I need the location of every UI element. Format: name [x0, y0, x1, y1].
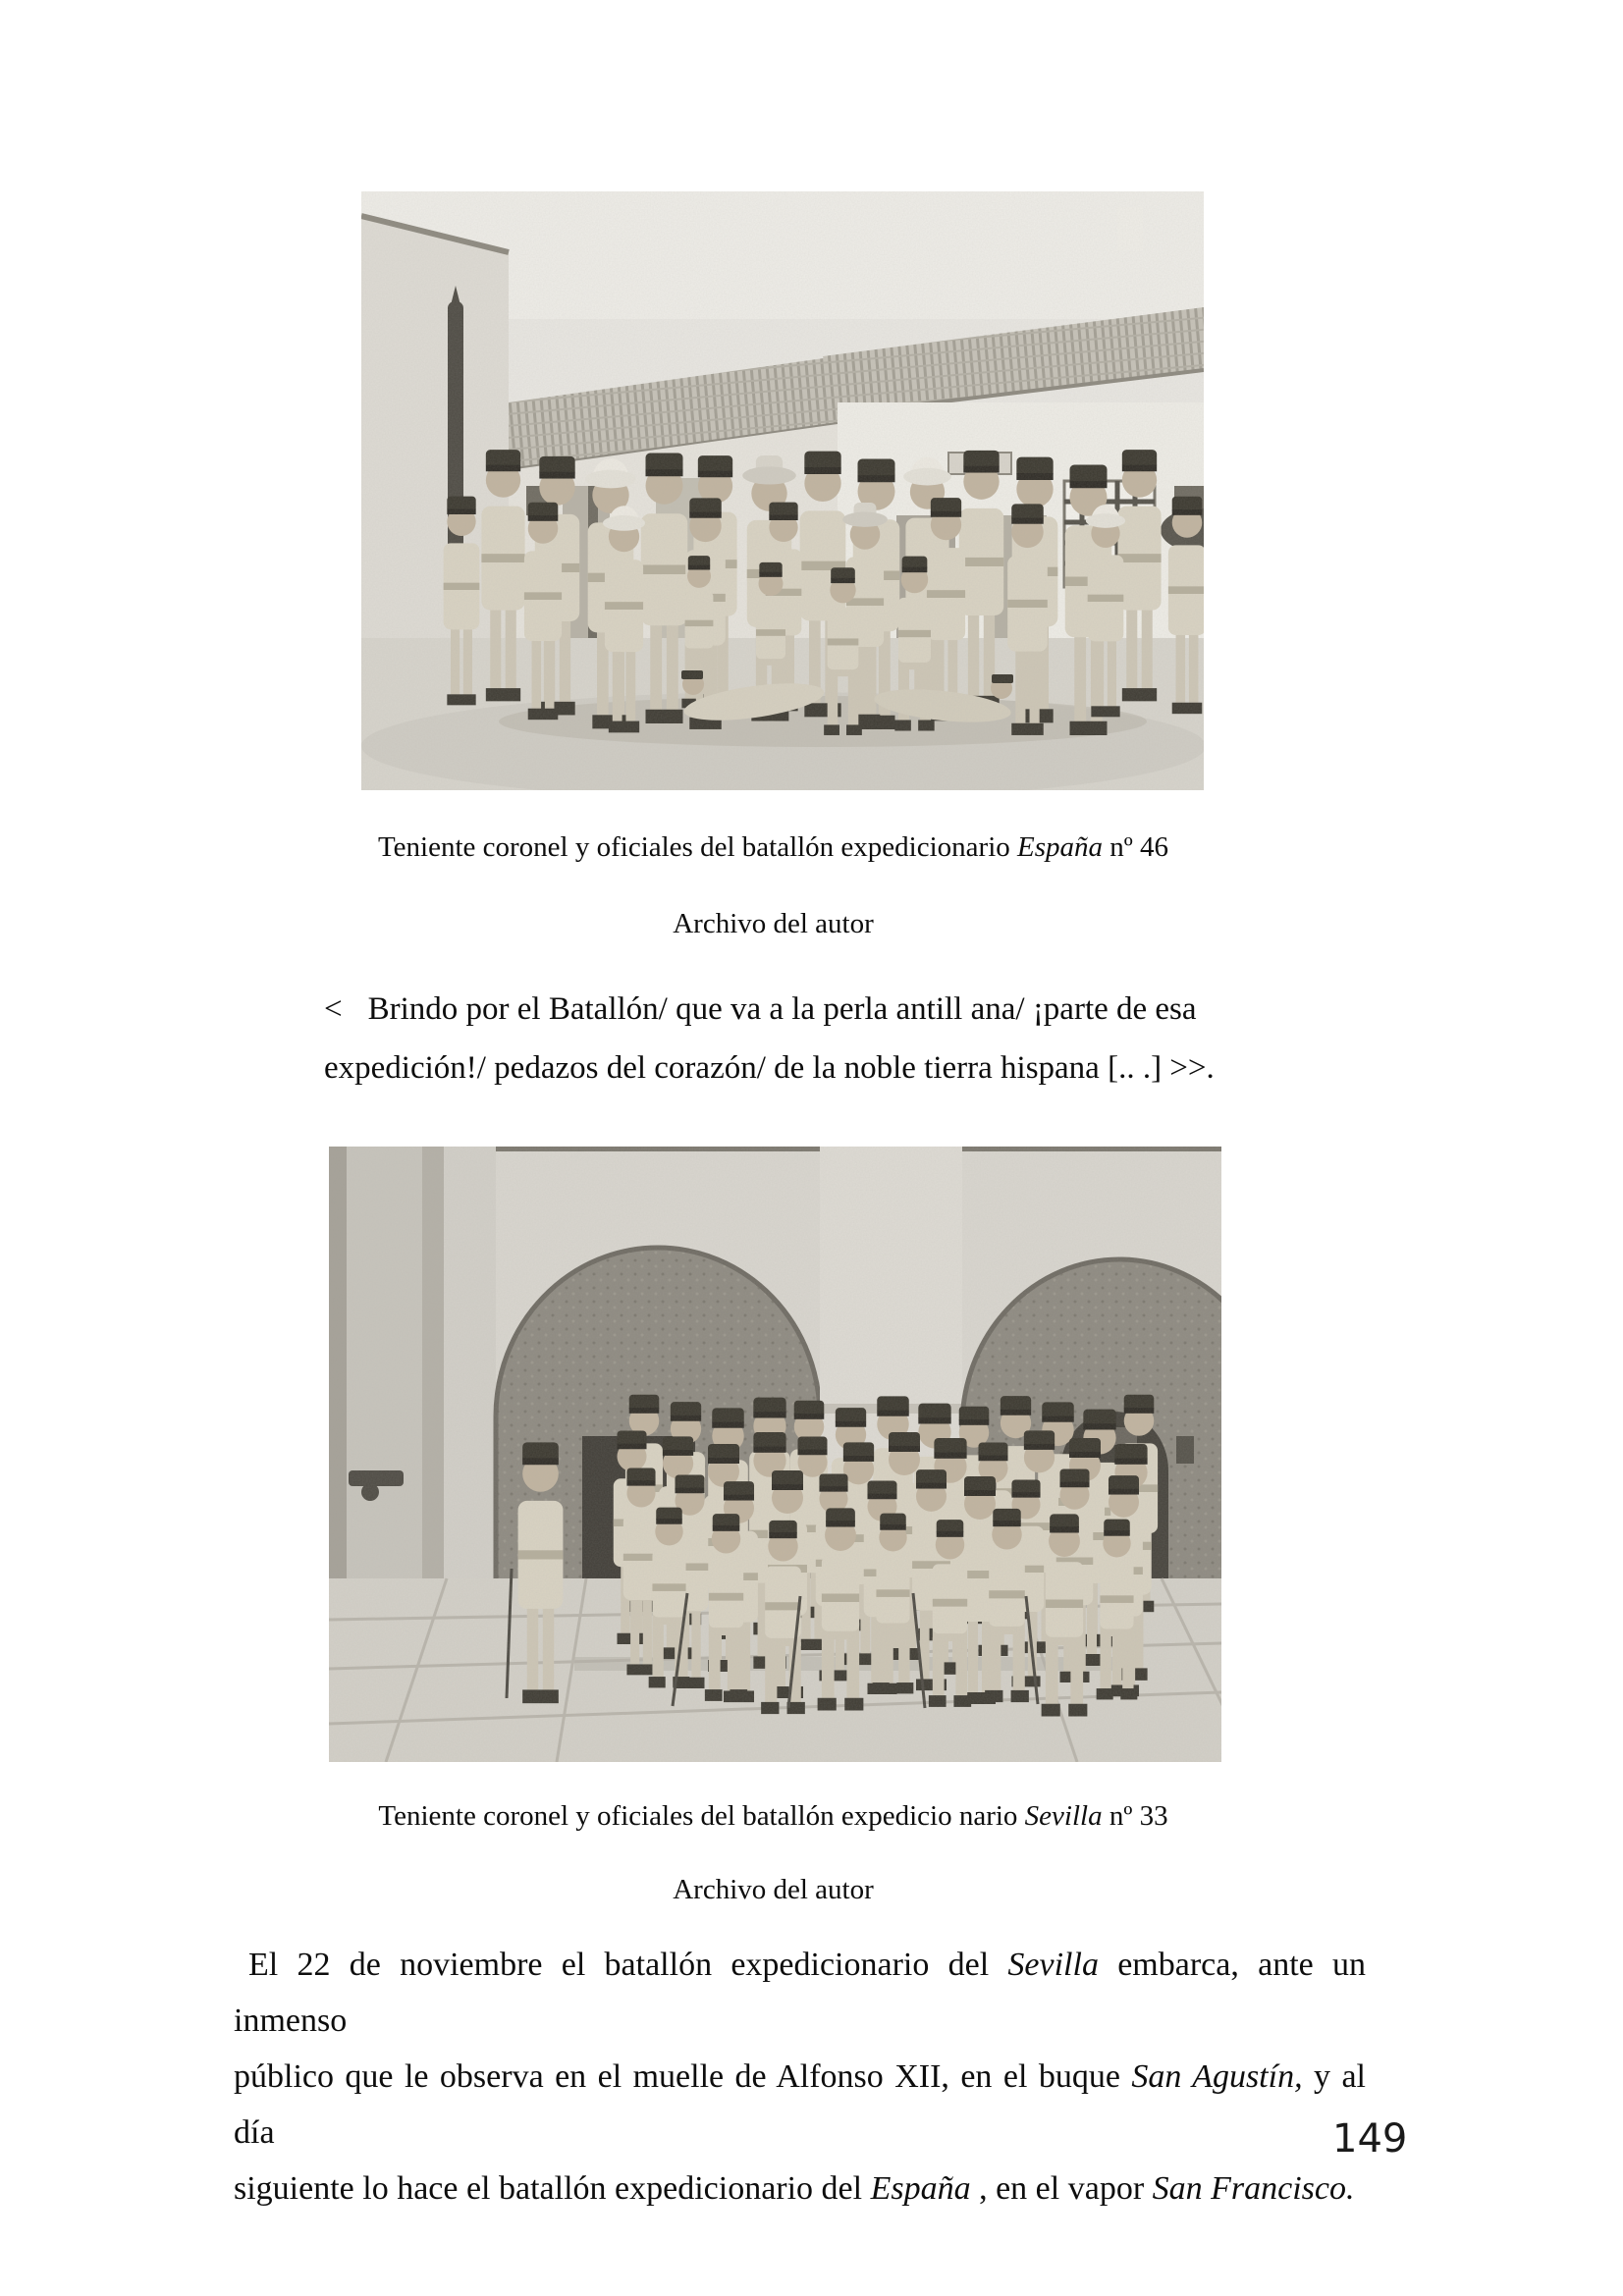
figure2-caption-italic: Sevilla — [1024, 1800, 1103, 1832]
figure2-caption-text: Teniente coronel y oficiales del batallón expedicio nario — [378, 1800, 1025, 1832]
figure1-caption-number: nº 46 — [1103, 831, 1168, 863]
paragraph-line-2 — [234, 2049, 1366, 2161]
figure1-caption-text: Teniente coronel y oficiales del batallón expedicionario — [377, 831, 1017, 863]
figure1-credit: Archivo del autor — [673, 908, 874, 939]
paragraph-text: público que le observa en el muelle de Alfonso XII, en el buque — [234, 2058, 1132, 2095]
page-number: 149 — [1332, 2116, 1408, 2162]
quote-line1-text: Brindo por el Batallón/ que va a la perla antill ana/ ¡parte de esa — [367, 991, 1197, 1027]
photo1-grain-overlay — [361, 191, 1204, 790]
figure2-credit: Archivo del autor — [673, 1874, 874, 1905]
paragraph-line-1 — [234, 1937, 1366, 2049]
paragraph-text: , en el vapor — [970, 2170, 1153, 2207]
figure2-caption-number: nº 33 — [1102, 1800, 1168, 1832]
figure1-caption-italic: España — [1017, 831, 1103, 863]
quote-open-mark: < — [324, 991, 343, 1027]
photo2-grain-overlay — [329, 1147, 1221, 1762]
photo-sevilla-33 — [329, 1147, 1221, 1762]
photo-espana-46 — [361, 191, 1204, 790]
figure-sevilla-33 — [329, 1147, 1221, 1762]
figure1-caption — [324, 830, 1222, 864]
quote-line2-text: expedición!/ pedazos del corazón/ de la noble tierra hispana [.. .] >>. — [324, 1050, 1215, 1086]
paragraph-text: El 22 de noviembre el batallón expedicionario del — [248, 1947, 1008, 1983]
paragraph-text: embarca, ante un inmenso — [234, 1947, 1366, 2039]
figure2-caption — [324, 1799, 1222, 1833]
ship-name-sevilla: Sevilla — [1007, 1947, 1099, 1983]
poem-quote — [324, 980, 1424, 1097]
paragraph-text: siguiente lo hace el batallón expedicionario del — [234, 2170, 871, 2207]
body-paragraph — [234, 1937, 1366, 2216]
ship-name-san-francisco: San Francisco. — [1152, 2170, 1355, 2207]
quote-line-2 — [324, 1039, 1424, 1097]
quote-line-1 — [324, 980, 1424, 1039]
paragraph-text: y al día — [234, 2058, 1366, 2151]
ship-name-san-agustin: San Agustín, — [1131, 2058, 1303, 2095]
figure-espana-46 — [361, 191, 1204, 790]
paragraph-line-3 — [234, 2161, 1366, 2216]
battalion-name-espana: España — [870, 2170, 971, 2207]
